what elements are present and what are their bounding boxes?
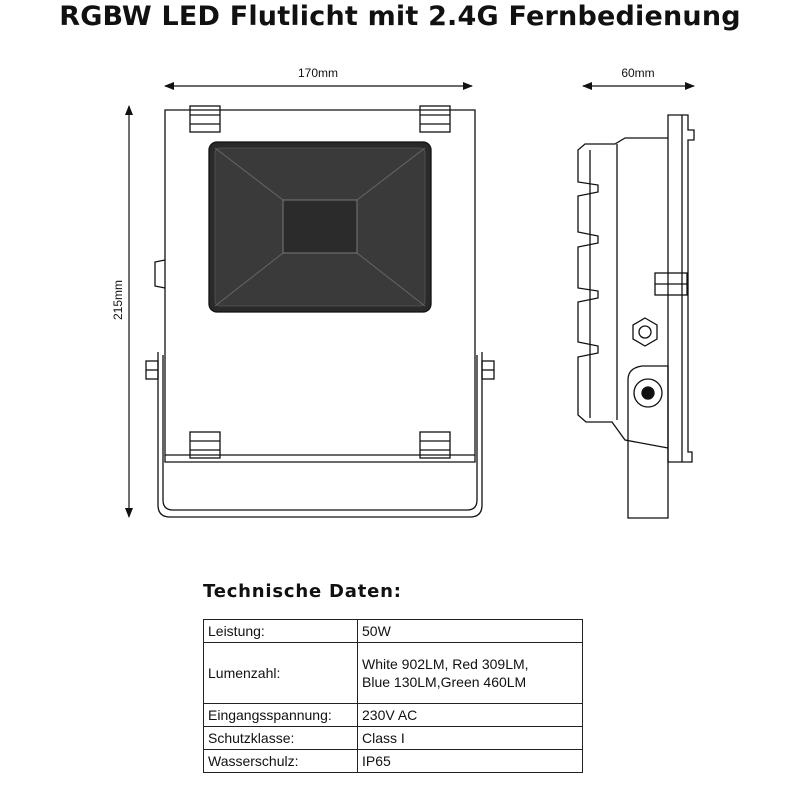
specs-heading: Technische Daten: [203,581,402,602]
spec-value-voltage: 230V AC [358,704,583,727]
spec-label-protection-class: Schutzklasse: [204,727,358,750]
width-label: 170mm [297,66,339,80]
depth-dimension [583,66,694,86]
table-row [204,750,583,773]
spec-value-ip-rating: IP65 [358,750,583,773]
page-title: RGBW LED Flutlicht mit 2.4G Fernbedienung [59,1,741,32]
table-row [204,620,583,643]
spec-label-power: Leistung: [204,620,358,643]
spec-value-protection-class: Class I [358,727,583,750]
spec-value-lumen [358,643,583,704]
side-view [578,115,694,518]
spec-label-voltage: Eingangsspannung: [204,704,358,727]
table-row [204,704,583,727]
spec-value-lumen-line2: Blue 130LM,Green 460LM [362,674,527,690]
table-row [204,643,583,704]
height-dimension [111,106,129,517]
height-label: 215mm [111,279,125,321]
spec-value-power: 50W [358,620,583,643]
table-row [204,727,583,750]
depth-label: 60mm [621,66,655,80]
spec-label-ip-rating: Wasserschulz: [204,750,358,773]
technical-drawing [0,40,800,540]
specs-table [203,619,583,773]
width-dimension [165,66,472,86]
front-view [146,106,494,517]
spec-label-lumen: Lumenzahl: [204,643,358,704]
spec-value-lumen-line1: White 902LM, Red 309LM, [362,656,529,672]
led-reflector [209,142,431,312]
